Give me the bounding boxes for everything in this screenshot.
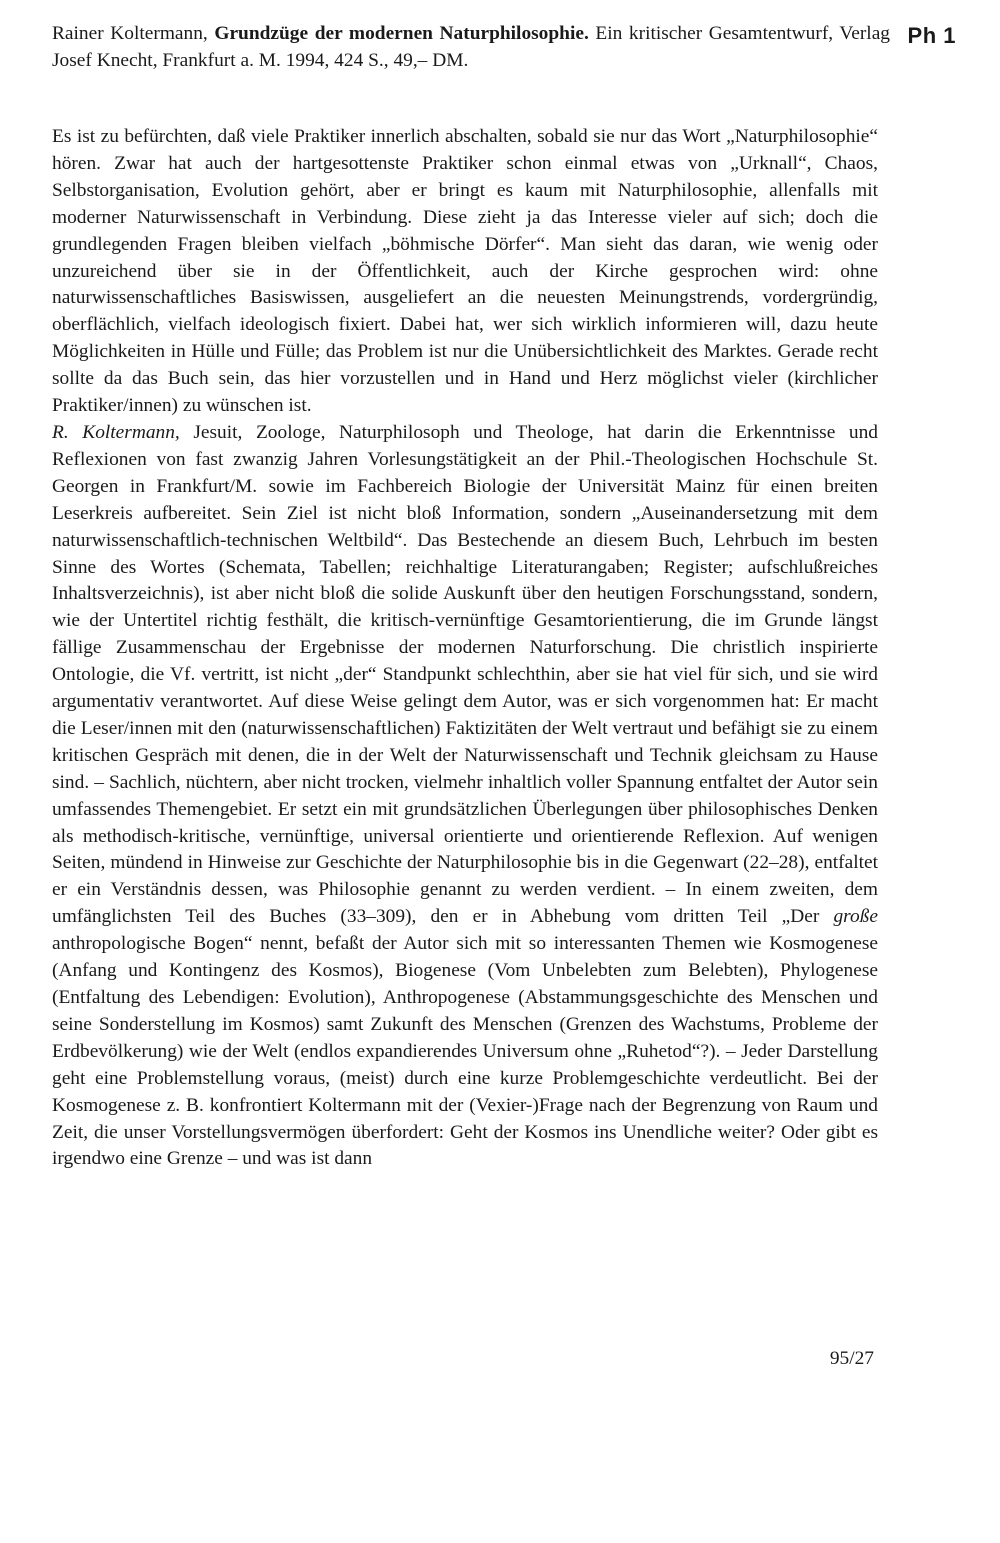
book-title: Grundzüge der modernen Naturphilosophie. xyxy=(214,23,589,44)
paragraph-main-continuation: anthropologische Bogen“ nennt, befaßt der Autor sich mit so interessanten Themen wie Kosmogenese (Anfang und Kontingenz des Kosmos), Biogenese (Vom Unbelebten zum Belebten), Phylogenese (Entfaltung des Lebendigen: Evolution), Anthropogenese (Abstammungsgeschichte des Menschen und seine Sonderstellung im Kosmos) samt Zukunft des Menschen (Grenzen des Wachstums, Probleme der Erdbevölkerung) wie der Welt (endlos expandierendes Universum ohne „Ruhetod“?). – Jeder Darstellung geht eine Problemstellung voraus, (meist) durch eine kurze Problemgeschichte verdeutlicht. Bei der Kosmogenese z. B. konfrontiert Koltermann mit der (Vexier-)Frage nach der Begrenzung von Raum und Zeit, die unser Vorstellungsvermögen überfordert: Geht der Kosmos ins Unendliche weiter? Oder gibt es irgendwo eine Grenze – und was ist dann xyxy=(52,933,878,1170)
book-subtitle-publisher: Ein kritischer Gesamtentwurf, Verlag Josef Knecht, Frankfurt a. M. 1994, 424 S., 49,– DM. xyxy=(52,23,890,71)
review-body xyxy=(52,124,878,1173)
bibliographic-header xyxy=(52,20,890,74)
emphasis-word: große xyxy=(833,906,878,928)
paragraph-main xyxy=(52,420,878,1173)
paragraph-main-text: Jesuit, Zoologe, Naturphilosoph und Theologe, hat darin die Erkenntnisse und Reflexionen von fast zwanzig Jahren Vorlesungstätigkeit an der Phil.-Theologischen Hochschule St. Georgen in Frankfurt/M. sowie im Fachbereich Biologie der Universität Mainz für einen breiten Leserkreis aufbereitet. Sein Ziel ist nicht bloß Information, sondern „Auseinandersetzung mit dem naturwissenschaftlich-technischen Weltbild“. Das Bestechende an diesem Buch, Lehrbuch im besten Sinne des Wortes (Schemata, Tabellen; reichhaltige Literaturangaben; Register; aufschlußreiches Inhaltsverzeichnis), ist aber nicht bloß die solide Auskunft über den heutigen Forschungsstand, sondern, wie der Untertitel richtig festhält, die kritisch-vernünftige Gesamtorientierung, die im Grunde längst fällige Zusammenschau der Ergebnisse der modernen Naturforschung. Die christlich inspirierte Ontologie, die Vf. vertritt, ist nicht „der“ Standpunkt schlechthin, aber sie hat viel für sich, und sie wird argumentativ verantwortet. Auf diese Weise gelingt dem Autor, was er sich vorgenommen hat: Er macht die Leser/innen mit den (naturwissenschaftlichen) Faktizitäten der Welt vertraut und befähigt sie zu einem kritischen Gespräch mit denen, die in der Welt der Naturwissenschaft und Technik gleichsam zu Hause sind. – Sachlich, nüchtern, aber nicht trocken, vielmehr inhaltlich voller Spannung entfaltet der Autor sein umfassendes Themengebiet. Er setzt ein mit grundsätzlichen Überlegungen über philosophisches Denken als methodisch-kritische, vernünftige, universal orientierte und orientierende Reflexion. Auf wenigen Seiten, mündend in Hinweise zur Geschichte der Naturphilosophie bis in die Gegenwart (22–28), entfaltet er ein Verständnis dessen, was Philosophie genannt zu werden verdient. – In einem zweiten, dem umfänglichsten Teil des Buches (33–309), den er in Abhebung vom dritten Teil „Der xyxy=(52,421,878,928)
book-author: Rainer Koltermann, xyxy=(52,23,208,44)
author-name-italic: R. Koltermann, xyxy=(52,421,180,443)
page-number: 95/27 xyxy=(829,1348,874,1369)
section-tag: Ph 1 xyxy=(907,23,956,48)
paragraph-intro: Es ist zu befürchten, daß viele Praktiker innerlich abschalten, sobald sie nur das Wort „Naturphilosophie“ hören. Zwar hat auch der hartgesottenste Praktiker schon einmal etwas von „Urknall“, Chaos, Selbstorganisation, Evolution gehört, aber er bringt es kaum mit Naturphilosophie, allenfalls mit moderner Naturwissenschaft in Verbindung. Diese zieht ja das Interesse vieler auf sich; doch die grundlegenden Fragen bleiben vielfach „böhmische Dörfer“. Man sieht das daran, wie wenig oder unzureichend über sie in der Öffentlichkeit, auch der Kirche gesprochen wird: ohne naturwissenschaftliches Basiswissen, ausgeliefert an die neuesten Meinungstrends, vordergründig, oberflächlich, vielfach ideologisch fixiert. Dabei hat, wer sich wirklich informieren will, dazu heute Möglichkeiten in Hülle und Fülle; das Problem ist nur die Unübersichtlichkeit des Marktes. Gerade recht sollte da das Buch sein, das hier vorzustellen und in Hand und Herz möglichst vieler (kirchlicher Praktiker/innen) zu wünschen ist. xyxy=(52,126,878,417)
